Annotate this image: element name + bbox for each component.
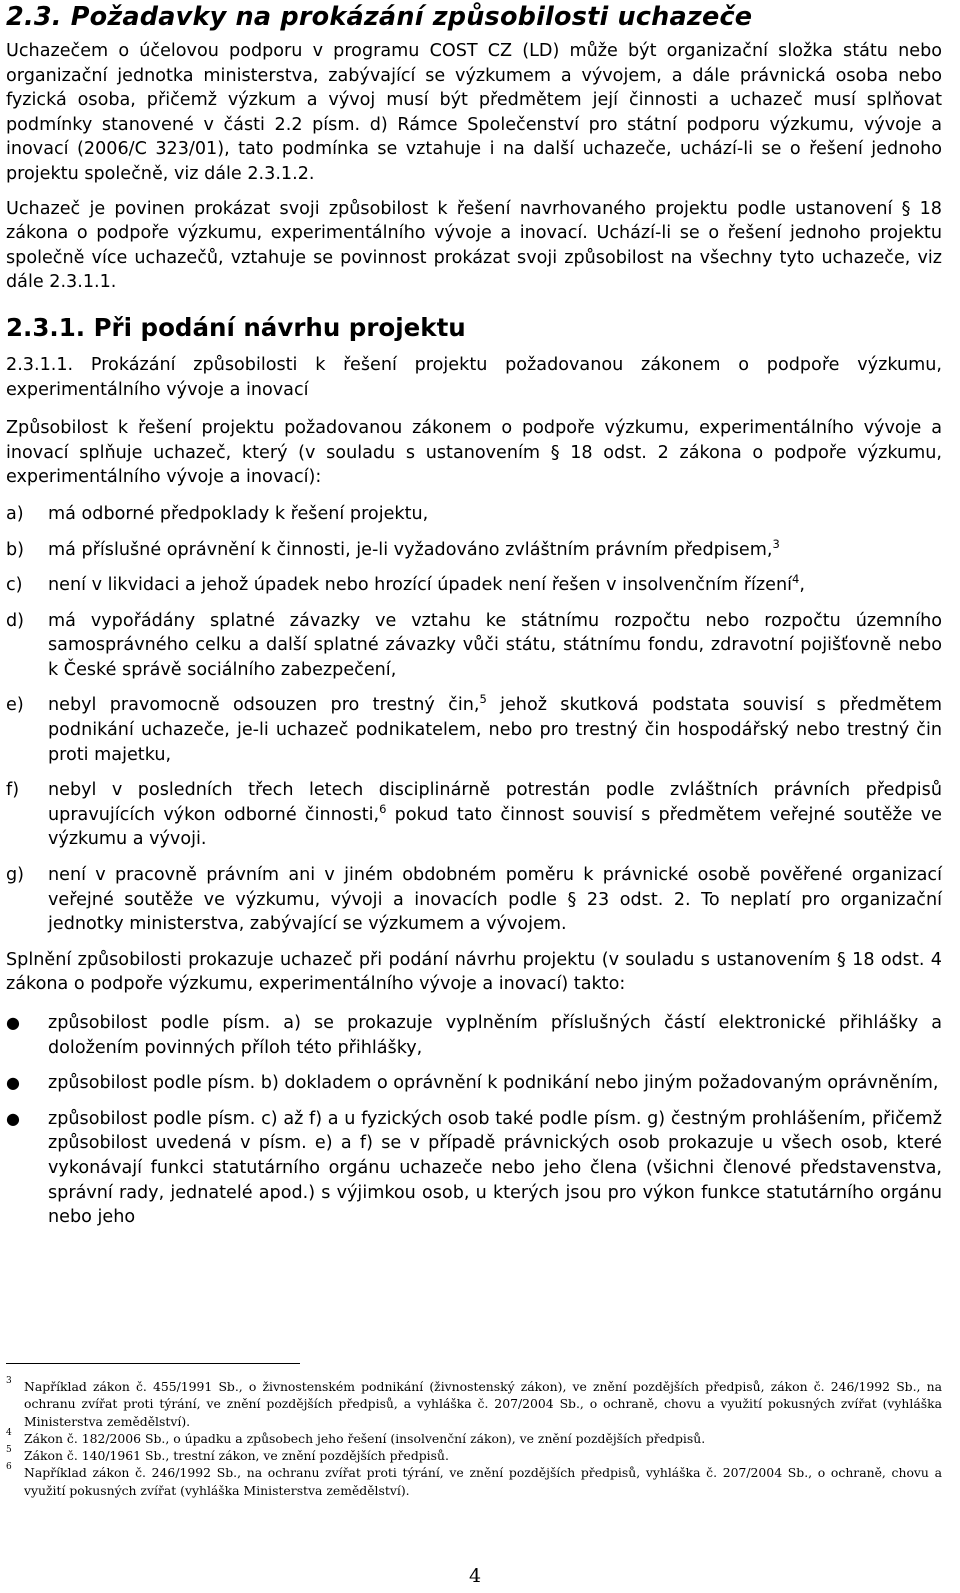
condition-mark: a) [6, 503, 24, 524]
footnote-text: Zákon č. 140/1961 Sb., trestní zákon, ve znění pozdějších předpisů. [24, 1448, 449, 1464]
proof-item [6, 1011, 942, 1060]
conditions-list [6, 502, 942, 937]
subsection-item-heading: 2.3.1.1. Prokázání způsobilosti k řešení projektu požadovanou zákonem o podpoře výzkumu, experimentálního vývoje a inovací [6, 354, 942, 400]
footnote [6, 1427, 942, 1447]
condition-text: není v likvidaci a jehož úpadek nebo hrozící úpadek není řešen v insolvenčním řízení [48, 575, 793, 596]
proof-list [6, 1011, 942, 1230]
condition-tail: , [799, 575, 805, 596]
section-title: 2.3. Požadavky na prokázání způsobilosti uchazeče [6, 2, 753, 32]
condition-text: nebyl v posledních třech letech disciplinárně potrestán podle zvláštních právních předpisů upravujících výkon odborné činnosti, [48, 780, 942, 825]
bullet-icon: ● [6, 1108, 20, 1128]
condition-item [6, 502, 942, 527]
condition-text: není v pracovně právním ani v jiném obdobném poměru k právnické osobě pověřené organizací veřejné soutěže ve výzkumu, vývoji a inovacích podle § 23 odst. 2. To neplatí pro organizační jednotky ministerstva, zabývající se výzkumem a vývojem. [48, 865, 942, 935]
footnote-text: Například zákon č. 455/1991 Sb., o živnostenském podnikání (živnostenský zákon), ve znění pozdějších předpisů, zákon č. 246/1992 Sb., na ochranu zvířat proti týrání, ve znění pozdějších předpisů, a vyhláška č. 207/2004 Sb., o ochraně, chovu a využití pokusných zvířat (vyhláška Ministerstva zemědělství). [24, 1379, 942, 1429]
document-page [6, 0, 942, 1241]
footnote-number: 5 [6, 1445, 12, 1456]
footnote-ref: 6 [379, 801, 387, 816]
condition-item [6, 609, 942, 683]
section-paragraph-2: Uchazeč je povinen prokázat svoji způsobilost k řešení navrhovaného projektu podle ustanovení § 18 zákona o podpoře výzkumu, experimentálního vývoje a inovací. Uchází-li se o řešení jednoho projektu společně více uchazečů, vztahuje se povinnost prokázat svoji způsobilost na všechny tyto uchazeče, viz dále 2.3.1.1. [6, 198, 942, 293]
condition-text: má vypořádány splatné závazky ve vztahu ke státnímu rozpočtu nebo rozpočtu územního samosprávného celku a další splatné závazky vůči státu, státnímu fondu, zdravotní pojišťovně nebo k České správě sociálního zabezpečení, [48, 610, 942, 680]
bullet-icon: ● [6, 1013, 20, 1032]
condition-item [6, 863, 942, 937]
footnote-number: 4 [6, 1427, 12, 1438]
proof-item [6, 1107, 942, 1230]
footnote-text: Například zákon č. 246/1992 Sb., na ochranu zvířat proti týrání, ve znění pozdějších předpisů, vyhláška č. 207/2004 Sb., o ochraně, chovu a využití pokusných zvířat (vyhláška Ministerstva zemědělství). [24, 1465, 942, 1498]
footnote-ref: 3 [772, 536, 780, 551]
footnotes [6, 1378, 942, 1499]
condition-item [6, 778, 942, 852]
conditions-intro: Způsobilost k řešení projektu požadovanou zákonem o podpoře výzkumu, experimentálního vývoje a inovací splňuje uchazeč, který (v souladu s ustanovením § 18 odst. 2 zákona o podpoře výzkumu, experimentálního vývoje a inovací): [6, 418, 942, 488]
condition-mark: f) [6, 780, 20, 801]
proof-text: způsobilost podle písm. b) dokladem o oprávnění k podnikání nebo jiným požadovaným oprávněním, [48, 1073, 939, 1094]
page-number: 4 [468, 1565, 482, 1587]
proof-text: způsobilost podle písm. c) až f) a u fyzických osob také podle písm. g) čestným prohlášením, přičemž způsobilost uvedená v písm. e) a f) se v případě právnických osob prokazuje u všech osob, které vykonávají funkci statutárního orgánu uchazeče nebo jeho člena (všichni členové představenstva, správní rady, jednatelé apod.) s výjimkou osob, u kterých jsou pro výkon funkce statutárního orgánu nebo jeho [48, 1108, 942, 1228]
condition-tail: pokud tato činnost souvisí s předmětem veřejné soutěže ve výzkumu a vývoji. [48, 804, 942, 850]
footnote-number: 6 [6, 1462, 12, 1473]
footnote-ref: 5 [479, 692, 487, 707]
condition-mark: c) [6, 575, 23, 596]
section-paragraph-1: Uchazečem o účelovou podporu v programu COST CZ (LD) může být organizační složka státu nebo organizační jednotka ministerstva, zabývající se výzkumem a vývojem, a dále právnická osoba nebo fyzická osoba, přičemž výzkum a vývoj musí být předmětem její činnosti a uchazeč musí splňovat podmínky stanovené v části 2.2 písm. d) Rámce Společenství pro státní podporu výzkumu, vývoje a inovací (2006/C 323/01), tato podmínka se vztahuje i na další uchazeče, uchází-li se o řešení jednoho projektu společně, viz dále 2.3.1.2. [6, 41, 942, 184]
condition-mark: d) [6, 610, 25, 631]
proof-item [6, 1071, 942, 1096]
condition-text: má příslušné oprávnění k činnosti, je-li vyžadováno zvláštním právním předpisem, [48, 539, 773, 560]
condition-item [6, 693, 942, 767]
footnote-number: 3 [6, 1376, 12, 1386]
footnote [6, 1464, 942, 1499]
proof-text: způsobilost podle písm. a) se prokazuje vyplněním příslušných částí elektronické přihlášky a doložením povinných příloh této přihlášky, [48, 1013, 942, 1058]
condition-text: má odborné předpoklady k řešení projektu, [48, 503, 429, 524]
condition-tail: jehož skutková podstata souvisí s předmětem podnikání uchazeče, je-li uchazeč podnikatelem, nebo pro trestný čin hospodářský nebo trestný čin proti majetku, [48, 695, 942, 765]
bullet-icon: ● [6, 1073, 20, 1093]
footnote [6, 1378, 942, 1430]
footnote-text: Zákon č. 182/2006 Sb., o úpadku a způsobech jeho řešení (insolvenční zákon), ve znění pozdějších předpisů. [24, 1430, 706, 1446]
footnote [6, 1447, 942, 1464]
condition-mark: e) [6, 695, 24, 716]
condition-item [6, 538, 942, 563]
subsection-title: 2.3.1. Při podání návrhu projektu [6, 312, 466, 342]
condition-mark: b) [6, 539, 25, 560]
footnote-ref: 4 [792, 572, 800, 587]
condition-item [6, 573, 942, 598]
condition-mark: g) [6, 865, 25, 886]
proof-intro: Splnění způsobilosti prokazuje uchazeč při podání návrhu projektu (v souladu s ustanovením § 18 odst. 4 zákona o podpoře výzkumu, experimentálního vývoje a inovací) takto: [6, 949, 942, 995]
condition-text: nebyl pravomocně odsouzen pro trestný čin, [48, 695, 480, 716]
footnote-separator [6, 1363, 300, 1364]
